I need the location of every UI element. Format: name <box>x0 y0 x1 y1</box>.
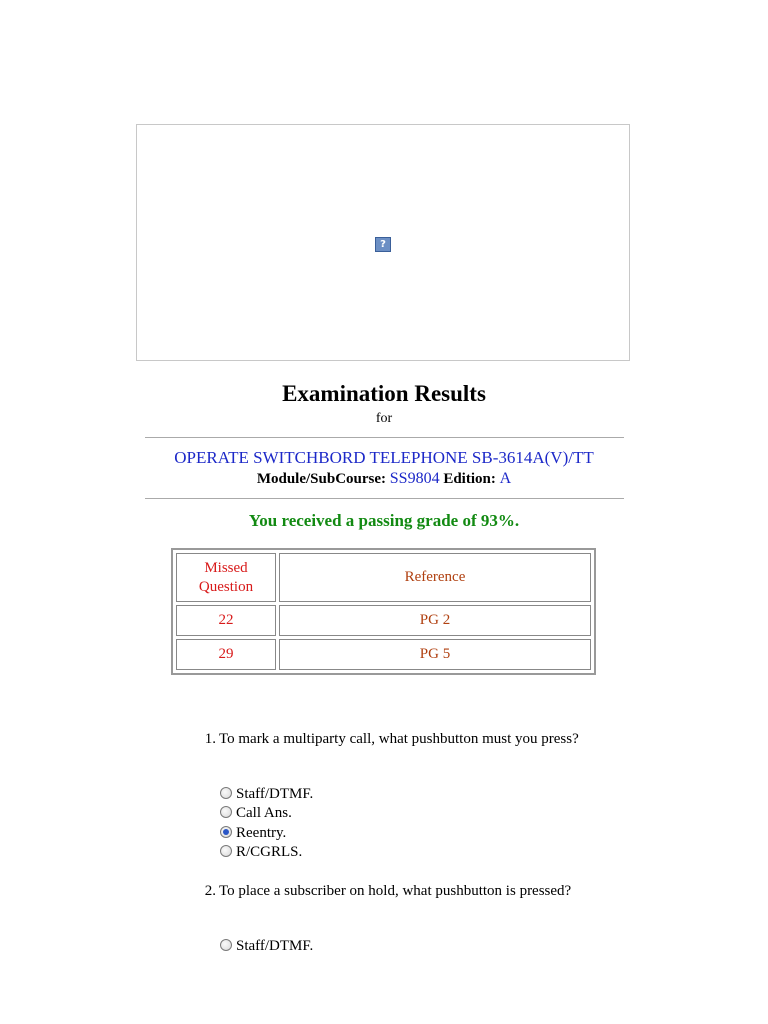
question-text: To mark a multiparty call, what pushbutton must you press? <box>219 731 579 747</box>
radio-button[interactable] <box>220 806 232 818</box>
course-name: OPERATE SWITCHBORD TELEPHONE SB-3614A(V)/TT <box>174 448 594 467</box>
module-value: SS9804 <box>389 470 440 487</box>
reference-cell: PG 5 <box>279 639 591 670</box>
radio-button[interactable] <box>220 845 232 857</box>
question-text: To place a subscriber on hold, what pushbutton is pressed? <box>219 883 572 899</box>
option-label: Reentry. <box>236 825 287 841</box>
option-label: Call Ans. <box>236 805 292 821</box>
divider-bottom <box>145 498 624 499</box>
option-label: R/CGRLS. <box>236 844 303 860</box>
option-label: Staff/DTMF. <box>236 938 314 954</box>
edition-label: Edition: <box>443 471 496 487</box>
radio-button-selected[interactable] <box>220 826 232 838</box>
header-reference: Reference <box>279 553 591 602</box>
missed-question-cell: 29 <box>176 639 276 670</box>
option-label: Staff/DTMF. <box>236 786 314 802</box>
for-label: for <box>375 411 393 426</box>
header-missed-question: Missed Question <box>176 553 276 602</box>
table-header-row <box>176 553 591 602</box>
answer-option[interactable] <box>220 824 286 843</box>
banner-image-frame <box>136 124 630 361</box>
answer-option[interactable] <box>220 804 292 823</box>
answer-option[interactable] <box>220 785 313 804</box>
reference-cell: PG 2 <box>279 605 591 636</box>
module-label: Module/SubCourse: <box>256 471 387 487</box>
missed-question-cell: 22 <box>176 605 276 636</box>
module-line <box>0 470 768 488</box>
edition-value: A <box>499 470 512 487</box>
answer-option[interactable] <box>220 937 313 956</box>
radio-button[interactable] <box>220 787 232 799</box>
radio-button[interactable] <box>220 939 232 951</box>
question-number: 2. <box>204 883 216 899</box>
answer-option[interactable] <box>220 843 302 862</box>
divider-top <box>145 437 624 438</box>
page-title: Examination Results <box>282 381 486 406</box>
missed-questions-table <box>171 548 596 675</box>
table-row <box>176 639 591 670</box>
table-row <box>176 605 591 636</box>
question-number: 1. <box>204 731 216 747</box>
broken-image-icon: ? <box>375 237 391 252</box>
passing-grade-message: You received a passing grade of 93%. <box>248 511 520 530</box>
